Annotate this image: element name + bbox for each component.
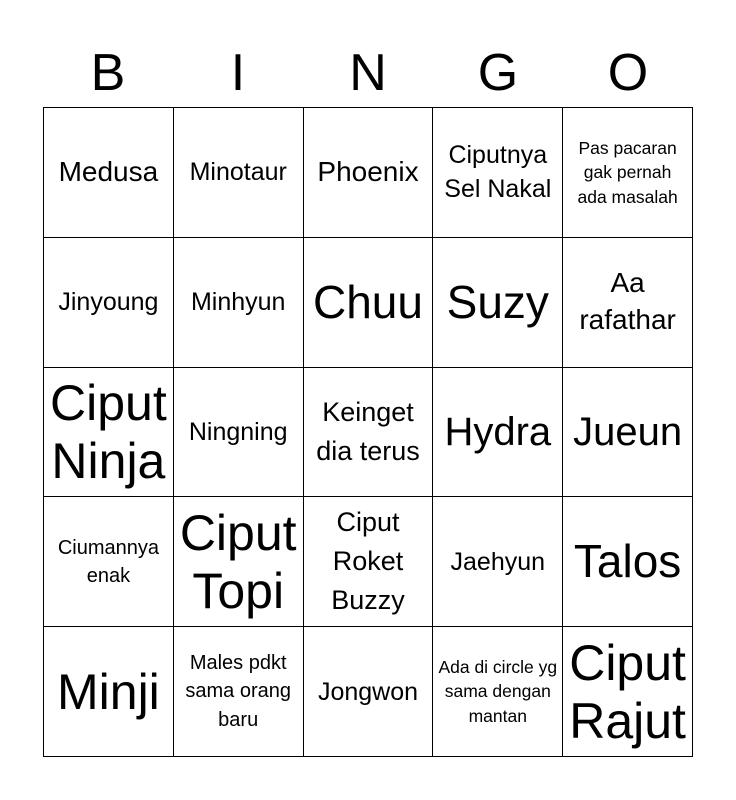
- bingo-cell-r3-c3[interactable]: [304, 368, 434, 498]
- cell-label: Jinyoung: [58, 288, 159, 317]
- cell-label: Suzy: [446, 275, 549, 328]
- cell-label: Chuu: [313, 275, 423, 328]
- bingo-cell-r2-c2[interactable]: [174, 238, 304, 368]
- header-letter-n: N: [349, 44, 387, 102]
- cell-label: Keinget dia terus: [316, 396, 420, 466]
- cell-label: Pas pacaran gak pernah ada masalah: [577, 137, 678, 207]
- bingo-cell-r3-c1[interactable]: [44, 368, 174, 498]
- cell-label: Aa rafathar: [579, 267, 676, 336]
- cell-label: Minotaur: [189, 158, 287, 187]
- cell-label: Ningning: [188, 417, 288, 446]
- bingo-cell-r4-c5[interactable]: [563, 497, 693, 627]
- cell-label: Medusa: [58, 155, 159, 187]
- bingo-cell-r5-c4[interactable]: [433, 627, 563, 757]
- bingo-cell-r1-c3[interactable]: [304, 108, 434, 238]
- header-letter-i: I: [230, 44, 246, 102]
- cell-label: Minji: [57, 663, 160, 720]
- bingo-cell-r3-c2[interactable]: [174, 368, 304, 498]
- cell-label: Ciput Ninja: [50, 374, 167, 489]
- header-letter-g: G: [477, 44, 519, 102]
- cell-label: Ciput Rajut: [569, 634, 686, 749]
- bingo-cell-r1-c4[interactable]: [433, 108, 563, 238]
- bingo-cell-r4-c1[interactable]: [44, 497, 174, 627]
- bingo-cell-r5-c1[interactable]: [44, 627, 174, 757]
- bingo-board: [43, 107, 693, 757]
- cell-label: Ciput Roket Buzzy: [331, 507, 405, 616]
- cell-label: Phoenix: [317, 155, 419, 187]
- cell-label: Ciumannya enak: [57, 536, 159, 587]
- bingo-cell-r1-c2[interactable]: [174, 108, 304, 238]
- cell-label: Jaehyun: [450, 547, 546, 576]
- bingo-cell-r5-c2[interactable]: [174, 627, 304, 757]
- cell-label: Males pdkt sama orang baru: [185, 652, 291, 731]
- cell-label: Talos: [573, 535, 682, 588]
- bingo-cell-r1-c5[interactable]: [563, 108, 693, 238]
- bingo-cell-r3-c4[interactable]: [433, 368, 563, 498]
- bingo-cell-r2-c4[interactable]: [433, 238, 563, 368]
- bingo-cell-r2-c1[interactable]: [44, 238, 174, 368]
- bingo-cell-r3-c5[interactable]: [563, 368, 693, 498]
- bingo-cell-r5-c5[interactable]: [563, 627, 693, 757]
- bingo-cell-r5-c3[interactable]: [304, 627, 434, 757]
- cell-label: Jueun: [573, 409, 683, 454]
- cell-label: Ciput Topi: [179, 504, 297, 619]
- cell-label: Minhyun: [190, 288, 286, 317]
- cell-label: Ada di circle yg sama dengan mantan: [438, 656, 558, 726]
- cell-label: Jongwon: [317, 677, 419, 706]
- header-letter-b: B: [90, 44, 126, 102]
- header-letter-o: O: [607, 44, 649, 102]
- cell-label: Ciputnya Sel Nakal: [444, 140, 552, 204]
- bingo-cell-r2-c3[interactable]: [304, 238, 434, 368]
- bingo-header: [43, 38, 693, 108]
- bingo-cell-r4-c2[interactable]: [174, 497, 304, 627]
- bingo-cell-r4-c4[interactable]: [433, 497, 563, 627]
- bingo-cell-r2-c5[interactable]: [563, 238, 693, 368]
- bingo-cell-r1-c1[interactable]: [44, 108, 174, 238]
- bingo-cell-r4-c3[interactable]: [304, 497, 434, 627]
- cell-label: Hydra: [444, 409, 552, 454]
